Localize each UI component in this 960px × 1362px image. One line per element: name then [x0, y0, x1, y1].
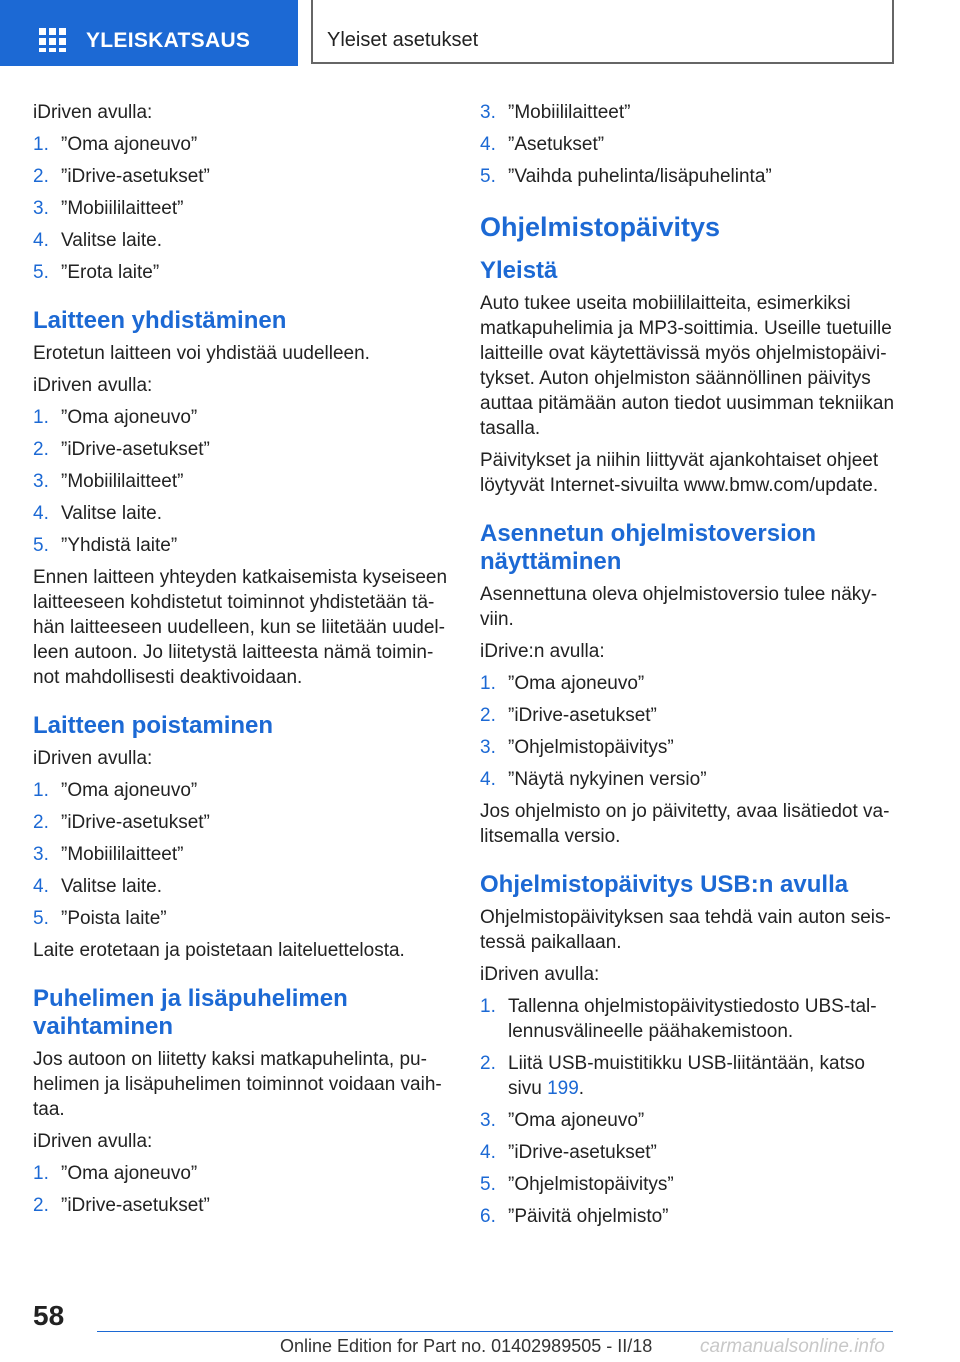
left-column — [33, 100, 453, 1225]
list-item: 1. ”Oma ajoneuvo” — [33, 1163, 198, 1184]
usb-update-steps — [480, 994, 900, 1229]
list-item: 2. ”iDrive-asetukset” — [480, 705, 657, 726]
list-item: 3. ”Ohjelmistopäivitys” — [480, 737, 674, 758]
list-item: 4. ”iDrive-asetukset” — [480, 1142, 657, 1163]
list-item: 1. Tallenna ohjelmistopäivitystiedosto UBS-tallennusvälineelle päähakemistoon. — [480, 996, 877, 1042]
paragraph: Asennettuna oleva ohjelmistoversio tulee näkyviin. — [480, 584, 878, 630]
remove-steps — [33, 778, 453, 931]
swap-steps — [33, 1161, 453, 1218]
paragraph: Jos ohjelmisto on jo päivitetty, avaa lisätiedot valitsemalla versio. — [480, 801, 890, 847]
right-column — [480, 100, 900, 1236]
heading-remove-device: Laitteen poistaminen — [33, 712, 274, 739]
list-item: 5. ”Poista laite” — [33, 908, 167, 929]
page-link-199[interactable]: 199 — [547, 1078, 579, 1099]
heading-usb-update: Ohjelmistopäivitys USB:n avulla — [480, 871, 849, 898]
paragraph: Ohjelmistopäivityksen saa tehdä vain auton seistessä paikallaan. — [480, 907, 891, 953]
list-item: 6. ”Päivitä ohjelmisto” — [480, 1206, 669, 1227]
list-item: 5. ”Yhdistä laite” — [33, 535, 178, 556]
edition-text: Online Edition for Part no. 01402989505 - II/18 — [280, 1336, 653, 1356]
connect-steps — [33, 405, 453, 558]
paragraph: Laite erotetaan ja poistetaan laiteluettelosta. — [33, 940, 405, 961]
intro-text: iDriven avulla: — [33, 102, 153, 123]
page-number: 58 — [33, 1300, 65, 1331]
list-item: 3. ”Oma ajoneuvo” — [480, 1110, 645, 1131]
heading-software-update: Ohjelmistopäivitys — [480, 212, 721, 242]
swap-steps-continued — [480, 100, 900, 189]
paragraph: iDrive:n avulla: — [480, 641, 605, 662]
paragraph: Auto tukee useita mobiililaitteita, esimerkiksi matkapuhelimia ja MP3-soittimia. Useille tuetuille laitteille ovat käytettävissä myös ohjelmistopäivitykset. Auton ohjelmiston säännöllinen päivitys auttaa pitämään auton tiedot uusimman tekniikan tasalla. — [480, 293, 895, 439]
list-item: 1. ”Oma ajoneuvo” — [33, 134, 198, 155]
paragraph: iDriven avulla: — [33, 1131, 153, 1152]
heading-connect-device: Laitteen yhdistäminen — [33, 307, 287, 334]
list-item: 5. ”Erota laite” — [33, 262, 160, 283]
list-item: 3. ”Mobiililaitteet” — [33, 844, 184, 865]
paragraph: iDriven avulla: — [33, 748, 153, 769]
paragraph: iDriven avulla: — [480, 964, 600, 985]
list-item: 4. ”Asetukset” — [480, 134, 605, 155]
list-item: 2. Liitä USB-muistitikku USB-liitäntään, katso sivu 199. — [480, 1053, 865, 1099]
page-header — [0, 0, 960, 66]
list-item: 1. ”Oma ajoneuvo” — [480, 673, 645, 694]
list-item: 5. ”Vaihda puhelinta/lisäpuhelinta” — [480, 166, 772, 187]
grid-icon — [39, 28, 67, 52]
paragraph: Jos autoon on liitetty kaksi matkapuhelinta, puhelimen ja lisäpuhelimen toiminnot voidaan vaihtaa. — [33, 1049, 442, 1120]
list-item: 1. ”Oma ajoneuvo” — [33, 407, 198, 428]
list-item: 4. Valitse laite. — [33, 230, 163, 251]
list-item: 2. ”iDrive-asetukset” — [33, 439, 210, 460]
list-item: 2. ”iDrive-asetukset” — [33, 812, 210, 833]
footer-divider — [97, 1331, 893, 1332]
list-item: 3. ”Mobiililaitteet” — [480, 102, 631, 123]
watermark: carmanualsonline.info — [700, 1336, 885, 1357]
list-item: 1. ”Oma ajoneuvo” — [33, 780, 198, 801]
heading-swap-phones: Puhelimen ja lisäpuhelimen vaihtaminen — [33, 985, 348, 1040]
paragraph: Päivitykset ja niihin liittyvät ajankohtaiset ohjeet löytyvät Internet-sivuilta www.bmw.com/update. — [480, 450, 879, 496]
disconnect-steps — [33, 132, 453, 285]
list-item: 5. ”Ohjelmistopäivitys” — [480, 1174, 674, 1195]
paragraph: iDriven avulla: — [33, 375, 153, 396]
paragraph: Erotetun laitteen voi yhdistää uudelleen. — [33, 343, 370, 364]
tab-general-settings-label: Yleiset asetukset — [327, 29, 479, 51]
version-steps — [480, 671, 900, 792]
list-item: 3. ”Mobiililaitteet” — [33, 198, 184, 219]
tab-general-settings[interactable] — [311, 0, 894, 64]
tab-overview[interactable] — [0, 0, 298, 66]
list-item: 4. ”Näytä nykyinen versio” — [480, 769, 707, 790]
paragraph: Ennen laitteen yhteyden katkaisemista kyseiseen laitteeseen kohdistetut toiminnot yhdistetään tähän laitteeseen uudelleen, kun se liitetään uudelleen autoon. Jo liitetystä laitteesta nämä toiminnot mahdollisesti deaktivoidaan. — [33, 567, 448, 688]
heading-show-version: Asennetun ohjelmistoversion näyttäminen — [480, 520, 817, 575]
list-item: 4. Valitse laite. — [33, 876, 163, 897]
tab-overview-label: YLEISKATSAUS — [86, 29, 251, 52]
heading-general: Yleistä — [480, 257, 558, 284]
list-item: 2. ”iDrive-asetukset” — [33, 166, 210, 187]
list-item: 3. ”Mobiililaitteet” — [33, 471, 184, 492]
list-item: 2. ”iDrive-asetukset” — [33, 1195, 210, 1216]
list-item: 4. Valitse laite. — [33, 503, 163, 524]
